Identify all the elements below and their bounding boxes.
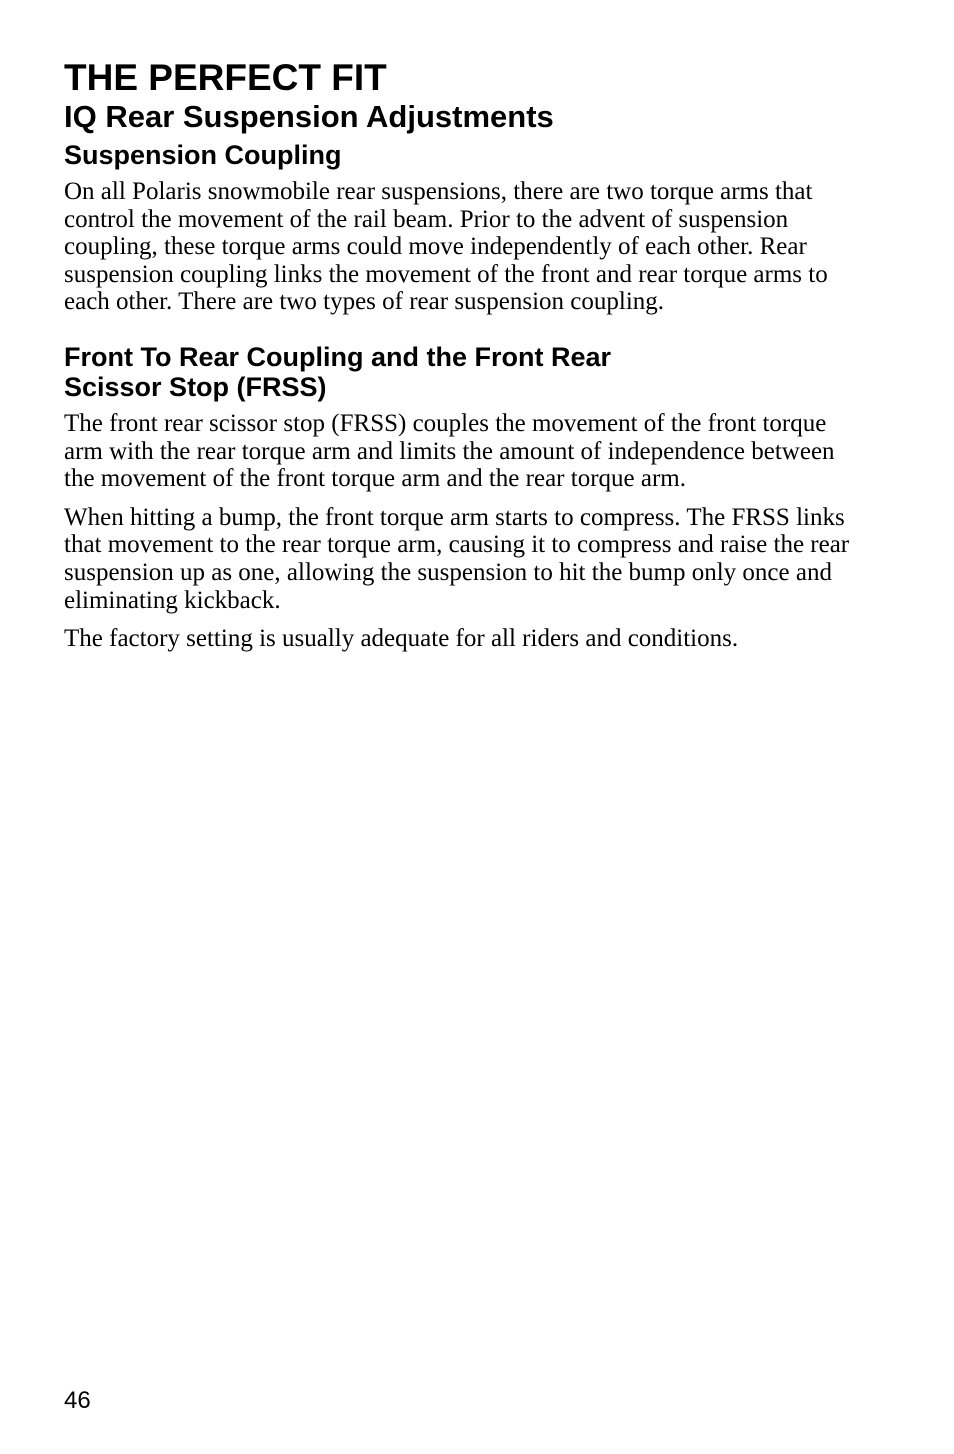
paragraph-suspension-coupling: On all Polaris snowmobile rear suspensions, there are two torque arms that control the movement of the rail beam. Prior to the advent of suspension coupling, these torque arms could move independently of each other. Rear suspension coupling links the movement of the front and rear torque arms to each other. There are two types of rear suspension coupling. (64, 178, 828, 316)
subsection-heading-frss (64, 342, 864, 402)
subsection-heading-frss-line2: Scissor Stop (FRSS) (64, 371, 327, 402)
subsection-heading-suspension-coupling: Suspension Coupling (64, 140, 342, 170)
document-page (64, 56, 864, 653)
page-number: 46 (64, 1387, 91, 1414)
paragraph-frss-factory-setting: The factory setting is usually adequate for all riders and conditions. (64, 625, 739, 653)
subsection-heading-frss-line1: Front To Rear Coupling and the Front Rear (64, 341, 611, 372)
paragraph-frss-definition: The front rear scissor stop (FRSS) couples the movement of the front torque arm with the rear torque arm and limits the amount of independence between the movement of the front torque arm and the rear torque arm. (64, 409, 835, 493)
chapter-title: THE PERFECT FIT (64, 57, 387, 98)
section-title: IQ Rear Suspension Adjustments (64, 99, 554, 134)
paragraph-frss-bump: When hitting a bump, the front torque arm starts to compress. The FRSS links that movement to the rear torque arm, causing it to compress and raise the rear suspension up as one, allowing the suspension to hit the bump only once and eliminating kickback. (64, 503, 850, 614)
